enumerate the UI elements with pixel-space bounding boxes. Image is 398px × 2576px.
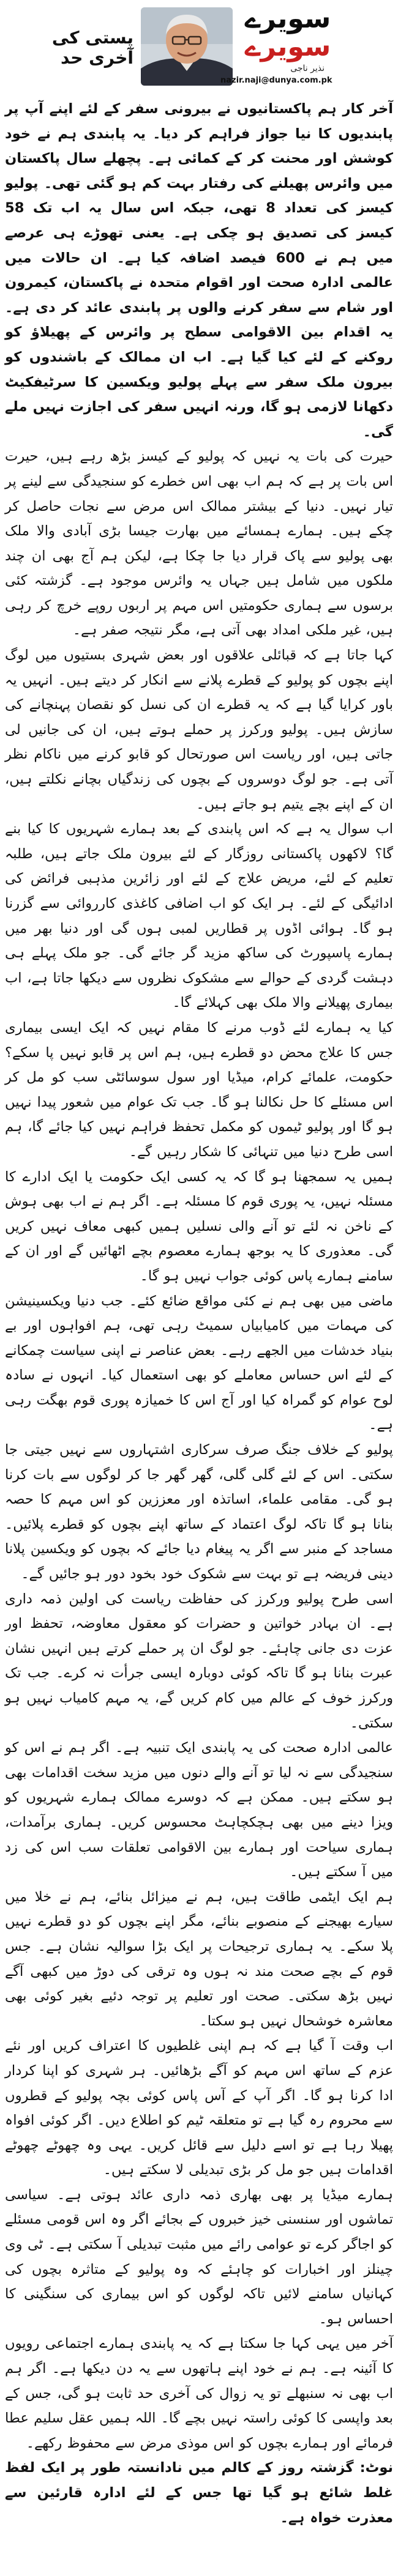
logo-line-bottom: سویرے — [244, 31, 331, 62]
column-header — [0, 0, 398, 92]
article-body — [5, 97, 393, 2530]
article-note: نوٹ: گزشتہ روز کے کالم میں نادانستہ طور پر ایک لفظ غلط شائع ہو گیا تھا جس کے لئے ادارہ قارئین سے معذرت خواہ ہے۔ — [5, 2460, 393, 2526]
article-paragraph: اسی طرح پولیو ورکرز کی حفاظت ریاست کی اولین ذمہ داری ہے۔ ان بہادر خواتین و حضرات کو معقول معاوضہ، تحفظ اور عزت دی جانی چاہئے۔ جو لوگ ان پر حملے کرتے ہیں انہیں نشان عبرت بنانا ہو گا تاکہ کوئی دوبارہ ایسی جرأت نہ کرے۔ جب تک ورکرز خوف کے عالم میں کام کریں گے، یہ مہم کامیاب نہیں ہو سکتی۔ — [5, 1591, 393, 1731]
article-paragraph: پولیو کے خلاف جنگ صرف سرکاری اشتہاروں سے نہیں جیتی جا سکتی۔ اس کے لئے گلی گلی، گھر گھر جا کر لوگوں سے بات کرنا ہو گی۔ مقامی علماء، اساتذہ اور معززین کو اس مہم کا حصہ بنانا ہو گا تاکہ لوگ اعتماد کے ساتھ اپنے بچوں کو قطرے پلائیں۔ مساجد کے منبر سے اگر یہ پیغام دیا جائے کہ بچوں کو ویکسین پلانا دینی فریضہ ہے تو بہت سے شکوک خود بخود دور ہو جائیں گے۔ — [5, 1442, 393, 1583]
author-photo — [141, 7, 233, 86]
logo-line-top: سویرے — [244, 3, 331, 34]
article-paragraph: عالمی ادارہ صحت کی یہ پابندی ایک تنبیہ ہے۔ اگر ہم نے اس کو سنجیدگی سے نہ لیا تو آنے والے دنوں میں مزید سخت اقدامات بھی ہو سکتے ہیں۔ ممکن ہے کہ دوسرے ممالک ہمارے شہریوں کو ویزا دینے میں بھی ہچکچاہٹ محسوس کریں۔ ہماری برآمدات، ہماری سیاحت اور ہمارے بین الاقوامی تعلقات سب اس کی زد میں آ سکتے ہیں۔ — [5, 1740, 393, 1880]
article-paragraph: اب سوال یہ ہے کہ اس پابندی کے بعد ہمارے شہریوں کا کیا بنے گا؟ لاکھوں پاکستانی روزگار کے لئے بیرون ملک جاتے ہیں، طلبہ تعلیم کے لئے، مریض علاج کے لئے اور زائرین مذہبی فرائض کی ادائیگی کے لئے۔ ہر ایک کو اب اضافی کاغذی کارروائی سے گزرنا ہو گا۔ ہوائی اڈوں پر قطاریں لمبی ہوں گی اور دنیا بھر میں ہمارے پاسپورٹ کی ساکھ مزید گر جائے گی۔ جو ملک پہلے ہی دہشت گردی کے حوالے سے مشکوک نظروں سے دیکھا جاتا ہے، اب بیماری پھیلانے والا ملک بھی کہلائے گا۔ — [5, 821, 393, 1011]
article-paragraph: اب وقت آ گیا ہے کہ ہم اپنی غلطیوں کا اعتراف کریں اور نئے عزم کے ساتھ اس مہم کو آگے بڑھائیں۔ ہر شہری کو اپنا کردار ادا کرنا ہو گا۔ اگر آپ کے آس پاس کوئی بچہ پولیو کے قطروں سے محروم رہ گیا ہے تو متعلقہ ٹیم کو اطلاع دیں۔ اگر کوئی افواہ پھیلا رہا ہے تو اسے دلیل سے قائل کریں۔ یہی وہ چھوٹے چھوٹے اقدامات ہیں جو مل کر بڑی تبدیلی لا سکتے ہیں۔ — [5, 2038, 393, 2178]
author-portrait-icon — [141, 7, 233, 86]
author-name: نذیر ناجی — [290, 64, 325, 73]
article-paragraph: کیا یہ ہمارے لئے ڈوب مرنے کا مقام نہیں کہ ایک ایسی بیماری جس کا علاج محض دو قطرے ہیں، ہم اس پر قابو نہیں پا سکے؟ حکومت، علمائے کرام، میڈیا اور سول سوسائٹی سب کو مل کر اس مسئلے کا حل نکالنا ہو گا۔ جب تک عوام میں شعور پیدا نہیں ہو گا اور پولیو ٹیموں کو مکمل تحفظ فراہم نہیں کیا جائے گا، ہم اسی طرح دنیا میں تنہائی کا شکار رہیں گے۔ — [5, 1019, 393, 1160]
article-paragraph: حیرت کی بات یہ نہیں کہ پولیو کے کیسز بڑھ رہے ہیں، حیرت اس بات پر ہے کہ ہم اب بھی اس خطرے کو سنجیدگی سے لینے پر تیار نہیں۔ دنیا کے بیشتر ممالک اس مرض سے نجات حاصل کر چکے ہیں۔ ہمارے ہمسائے میں بھارت جیسا بڑی آبادی والا ملک بھی پولیو سے پاک قرار دیا جا چکا ہے، لیکن ہم آج بھی ان چند ملکوں میں شامل ہیں جہاں یہ وائرس موجود ہے۔ گزشتہ کئی برسوں سے ہماری حکومتیں اس مہم پر اربوں روپے خرچ کر رہی ہیں، غیر ملکی امداد بھی آتی ہے، مگر نتیجہ صفر ہے۔ — [5, 448, 393, 639]
article-paragraph: ہم ایک ایٹمی طاقت ہیں، ہم نے میزائل بنائے، ہم نے خلا میں سیارے بھیجنے کے منصوبے بنائے، مگر اپنے بچوں کو دو قطرے نہیں پلا سکے۔ یہ ہماری ترجیحات پر ایک بڑا سوالیہ نشان ہے۔ جس قوم کے بچے صحت مند نہ ہوں وہ ترقی کی دوڑ میں کبھی آگے نہیں بڑھ سکتی۔ صحت اور تعلیم پر توجہ دئیے بغیر کوئی بھی معاشرہ خوشحال نہیں ہو سکتا۔ — [5, 1888, 393, 2029]
masthead-logo — [242, 5, 334, 61]
column-title: پستی کی آخری حد — [51, 28, 133, 68]
article-paragraph: کہا جاتا ہے کہ قبائلی علاقوں اور بعض شہری بستیوں میں لوگ اپنے بچوں کو پولیو کے قطرے پلانے سے انکار کر دیتے ہیں۔ انہیں یہ باور کرایا گیا ہے کہ یہ قطرے ان کی نسل کو نقصان پہنچانے کی سازش ہیں۔ پولیو ورکرز پر حملے ہوتے ہیں، ان کی جانیں لی جاتی ہیں، اور ریاست اس صورتحال کو قابو کرنے میں ناکام نظر آتی ہے۔ جو لوگ دوسروں کے بچوں کی زندگیاں بچانے نکلتے ہیں، ان کے اپنے بچے یتیم ہو جاتے ہیں۔ — [5, 647, 393, 812]
author-email: nazir.naji@dunya.com.pk — [220, 76, 332, 85]
article-paragraph: ہمیں یہ سمجھنا ہو گا کہ یہ کسی ایک حکومت یا ایک ادارے کا مسئلہ نہیں، یہ پوری قوم کا مسئلہ ہے۔ اگر ہم نے اب بھی ہوش کے ناخن نہ لئے تو آنے والی نسلیں ہمیں کبھی معاف نہیں کریں گی۔ معذوری کا یہ بوجھ ہمارے معصوم بچے اٹھائیں گے اور ان کے سامنے ہمارے پاس کوئی جواب نہیں ہو گا۔ — [5, 1168, 393, 1284]
article-paragraph: ماضی میں بھی ہم نے کئی مواقع ضائع کئے۔ جب دنیا ویکسینیشن کی مہمات میں کامیابیاں سمیٹ رہی تھی، ہم افواہوں اور بے بنیاد خدشات میں الجھے رہے۔ بعض عناصر نے اپنی سیاست چمکانے کے لئے اس حساس معاملے کو بھی استعمال کیا۔ انہوں نے سادہ لوح عوام کو گمراہ کیا اور آج اس کا خمیازہ پوری قوم بھگت رہی ہے۔ — [5, 1293, 393, 1433]
article-paragraph: آخر کار ہم پاکستانیوں نے بیرونی سفر کے لئے اپنے آپ پر پابندیوں کا نیا جواز فراہم کر دیا۔ یہ پابندی ہم نے خود کوشش اور محنت کر کے کمائی ہے۔ پچھلے سال پاکستان میں وائرس پھیلنے کی رفتار بہت کم ہو گئی تھی۔ پولیو کیسز کی تعداد 8 تھی، جبکہ اس سال یہ اب تک 58 کیسز کی تصدیق ہو چکی ہے۔ یعنی تھوڑے ہی عرصے میں ہم نے 600 فیصد اضافہ کیا ہے۔ ان حالات میں عالمی ادارہ صحت اور اقوام متحدہ نے پاکستان، کیمرون اور شام سے سفر کرنے والوں پر پابندی عائد کر دی ہے۔ یہ اقدام بین الاقوامی سطح پر وائرس کے پھیلاؤ کو روکنے کے لئے کیا گیا ہے۔ اب ان ممالک کے باشندوں کو بیرون ملک سفر سے پہلے پولیو ویکسین کا سرٹیفکیٹ دکھانا لازمی ہو گا، ورنہ انہیں سفر کی اجازت نہیں ملے گی۔ — [5, 101, 393, 440]
article-paragraph: ہمارے میڈیا پر بھی بھاری ذمہ داری عائد ہوتی ہے۔ سیاسی تماشوں اور سنسنی خیز خبروں کے بجائے اگر وہ اس قومی مسئلے کو اجاگر کرے تو عوامی رائے میں مثبت تبدیلی آ سکتی ہے۔ ٹی وی چینلز اور اخبارات کو چاہئے کہ وہ پولیو کے متاثرہ بچوں کی کہانیاں سامنے لائیں تاکہ لوگوں کو اس بیماری کی سنگینی کا احساس ہو۔ — [5, 2186, 393, 2327]
article-paragraph: آخر میں یہی کہا جا سکتا ہے کہ یہ پابندی ہمارے اجتماعی رویوں کا آئینہ ہے۔ ہم نے خود اپنے ہاتھوں سے یہ دن دیکھا ہے۔ اگر ہم اب بھی نہ سنبھلے تو یہ زوال کی آخری حد ثابت ہو گی، جس کے بعد واپسی کا کوئی راستہ نہیں بچے گا۔ اللہ ہمیں عقل سلیم عطا فرمائے اور ہمارے بچوں کو اس موذی مرض سے محفوظ رکھے۔ — [5, 2336, 393, 2451]
